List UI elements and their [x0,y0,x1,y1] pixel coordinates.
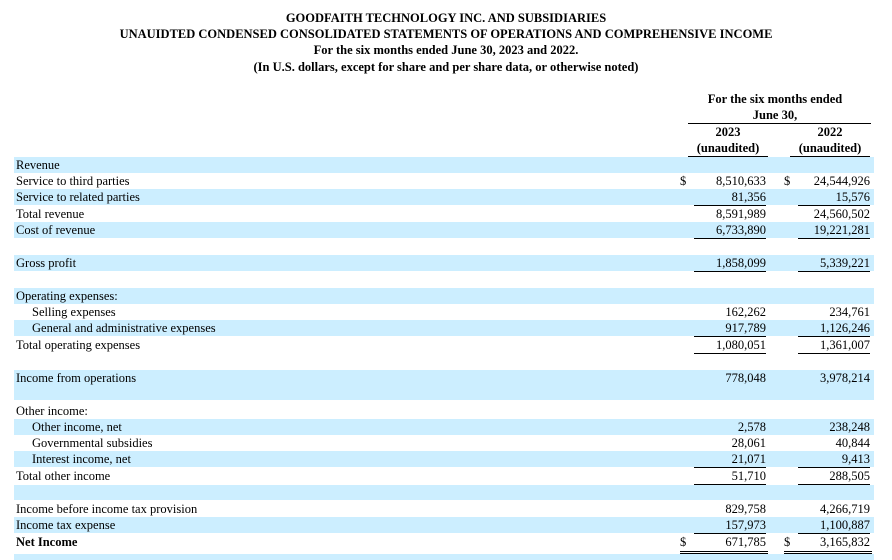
row-net-income [14,534,874,550]
value-2023: 157,973 [694,517,766,534]
value-2022: 4,266,719 [820,502,870,516]
row-label: Operating expenses: [16,289,118,303]
value-2022: 15,576 [798,189,870,206]
row-label: Other income: [16,404,88,418]
value-2022: 9,413 [798,451,870,468]
currency-symbol: $ [680,174,687,188]
row-label: Income before income tax provision [16,502,198,516]
row-spacer [14,485,874,500]
value-2023: 1,080,051 [694,337,766,354]
value-2022: 5,339,221 [798,255,870,272]
value-2023: 21,071 [694,451,766,468]
row-income-tax-expense [14,517,874,533]
value-2023: 81,356 [694,189,766,206]
report-company-title: GOODFAITH TECHNOLOGY INC. AND SUBSIDIARIES [285,11,607,25]
value-2022: 40,844 [835,436,870,450]
row-label: Governmental subsidies [32,436,153,450]
row-label: Interest income, net [32,452,131,466]
value-2023: 8,510,633 [716,174,766,188]
value-2022: 24,544,926 [813,174,870,188]
row-total-revenue [14,206,874,222]
report-units-note: (In U.S. dollars, except for share and per share data, or otherwise noted) [253,60,639,74]
row-label: Service to related parties [16,190,140,204]
row-label: General and administrative expenses [32,321,216,335]
row-label: Service to third parties [16,174,130,188]
row-service-related-parties [14,189,874,205]
row-revenue-header [14,157,874,173]
period-date: June 30, [752,108,798,122]
value-2022: 238,248 [829,420,870,434]
row-label: Total operating expenses [16,338,141,352]
value-2022: 3,978,214 [798,370,870,387]
value-2023: 6,733,890 [694,222,766,239]
row-label: Revenue [16,158,60,172]
row-other-income-header [14,403,874,419]
row-total-operating-expenses [14,337,874,353]
currency-symbol: $ [784,174,791,188]
row-interest-income [14,451,874,467]
value-2023: 2,578 [737,420,766,434]
row-label: Total other income [16,469,111,483]
value-2022: 19,221,281 [798,222,870,239]
row-label: Income tax expense [16,518,116,532]
row-label: Other income, net [32,420,122,434]
row-spacer [14,386,874,400]
row-spacer [14,554,874,560]
row-label: Gross profit [16,256,77,270]
row-selling-expenses [14,304,874,320]
currency-symbol: $ [784,535,791,549]
report-period: For the six months ended June 30, 2023 and 2022. [313,43,579,57]
row-cost-of-revenue [14,222,874,238]
row-other-income-net [14,419,874,435]
row-label: Cost of revenue [16,223,96,237]
report-statement-title: UNAUIDTED CONDENSED CONSOLIDATED STATEMENTS OF OPERATIONS AND COMPREHENSIVE INCOME [119,27,773,41]
row-governmental-subsidies [14,435,874,451]
col-2022-year: 2022 [817,125,843,139]
row-ga-expenses [14,320,874,336]
period-heading: For the six months ended [707,92,843,106]
value-2022: 3,165,832 [820,535,870,549]
value-2023: 162,262 [725,305,766,319]
row-service-third-parties [14,173,874,189]
value-2022: 234,761 [829,305,870,319]
value-2023: 8,591,989 [716,207,766,221]
row-income-from-operations [14,370,874,386]
value-2022: 1,100,887 [798,517,870,534]
row-label: Income from operations [16,371,137,385]
col-2023-year: 2023 [715,125,741,139]
row-label: Net Income [16,535,78,549]
value-2023: 1,858,099 [694,255,766,272]
value-2023: 829,758 [725,502,766,516]
col-2022-note: (unaudited) [790,140,870,157]
value-2023: 778,048 [694,370,766,387]
value-2022: 288,505 [798,468,870,485]
value-2022: 24,560,502 [813,207,870,221]
value-2023: 28,061 [731,436,766,450]
row-label: Total revenue [16,207,85,221]
value-2023: 51,710 [694,468,766,485]
row-income-before-tax [14,501,874,517]
row-gross-profit [14,255,874,271]
value-2023: 917,789 [694,320,766,337]
value-2022: 1,361,007 [798,337,870,354]
col-2023-note: (unaudited) [688,140,768,157]
row-opex-header [14,288,874,304]
row-total-other-income [14,468,874,484]
value-2023: 671,785 [725,535,766,549]
currency-symbol: $ [680,535,687,549]
row-label: Selling expenses [32,305,116,319]
value-2022: 1,126,246 [798,320,870,337]
